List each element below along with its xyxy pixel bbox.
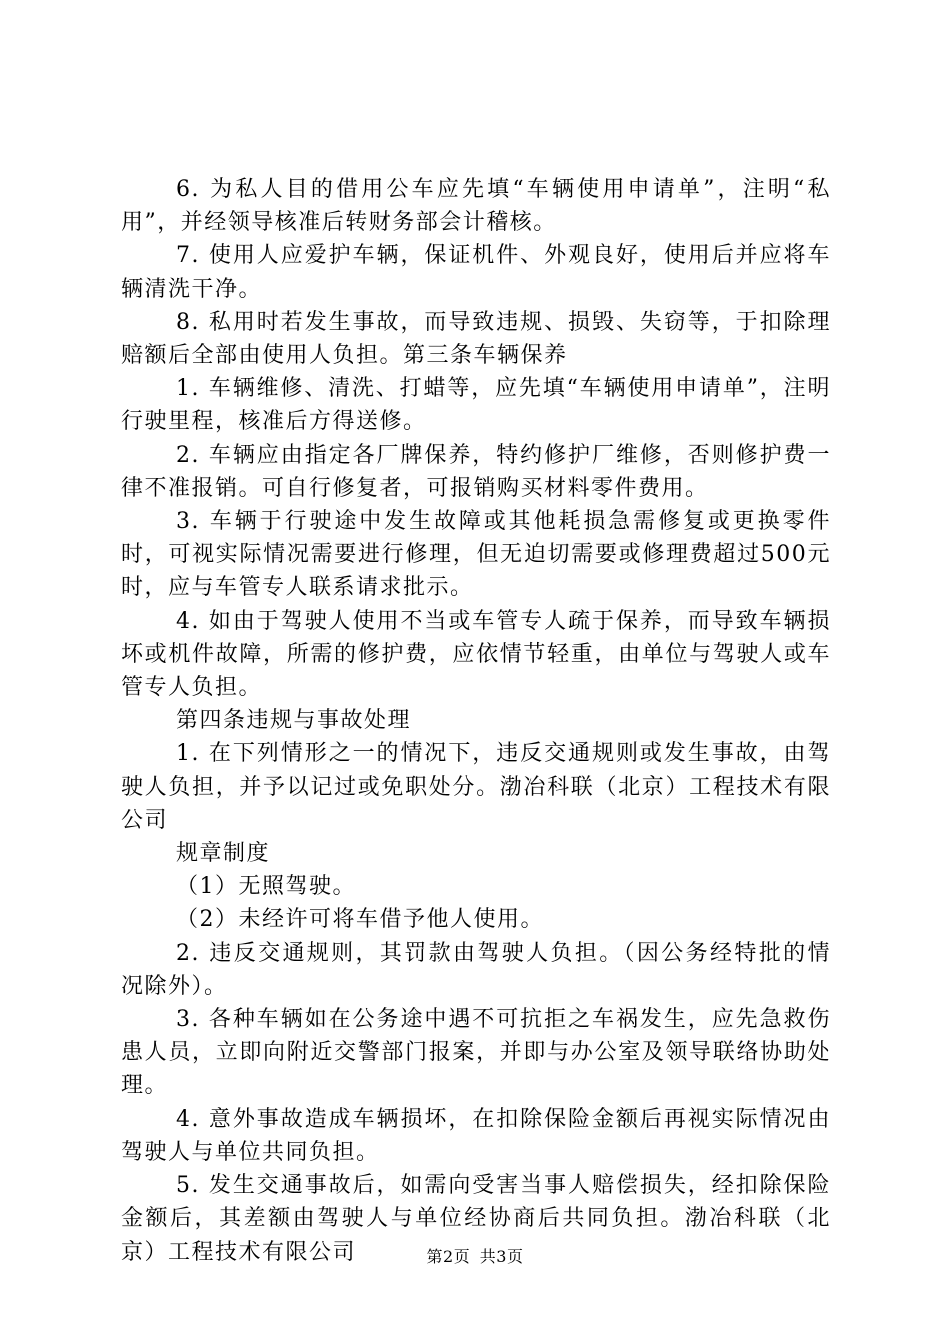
sub-item-1-unlicensed: （1）无照驾驶。: [176, 874, 356, 900]
paragraph-violation-4: 4. 意外事故造成车辆损坏，在扣除保险金额后再视实际情况由驾驶人与单位共同负担。: [121, 1106, 831, 1165]
paragraph-violation-5: 5. 发生交通事故后，如需向受害当事人赔偿损失，经扣除保险金额后，其差额由驾驶人与单位经协商后共同负担。渤冶科联（北京）工程技术有限公司: [121, 1173, 831, 1265]
page-total: 共3页: [479, 1247, 524, 1266]
paragraph-7-care-of-vehicle: 7. 使用人应爱护车辆，保证机件、外观良好，使用后并应将车辆清洗干净。: [121, 243, 831, 302]
paragraph-6-private-use-application: 6. 为私人目的借用公车应先填“车辆使用申请单”，注明“私用”，并经领导核准后转财务部会计稽核。: [121, 177, 831, 236]
paragraph-maintenance-4: 4. 如由于驾驶人使用不当或车管专人疏于保养，而导致车辆损坏或机件故障，所需的修护费，应依情节轻重，由单位与驾驶人或车管专人负担。: [121, 608, 831, 701]
paragraph-8-private-accident: 8. 私用时若发生事故，而导致违规、损毁、失窃等，于扣除理赔额后全部由使用人负担。第三条车辆保养: [121, 309, 831, 369]
section-heading-article-4: 第四条违规与事故处理: [176, 708, 412, 734]
paragraph-maintenance-1: 1. 车辆维修、清洗、打蜡等，应先填“车辆使用申请单”，注明行驶里程，核准后方得送修。: [121, 376, 831, 435]
paragraph-maintenance-3: 3. 车辆于行驶途中发生故障或其他耗损急需修复或更换零件时，可视实际情况需要进行修理，但无迫切需要或修理费超过500元时，应与车管专人联系请求批示。: [121, 509, 831, 601]
paragraph-rules-label: 规章制度: [176, 841, 271, 867]
paragraph-violation-3: 3. 各种车辆如在公务途中遇不可抗拒之车祸发生，应先急救伤患人员，立即向附近交警部门报案，并即与办公室及领导联络协助处理。: [121, 1007, 831, 1099]
page-number: 第2页: [426, 1247, 471, 1266]
paragraph-violation-2: 2. 违反交通规则，其罚款由驾驶人负担。（因公务经特批的情况除外）。: [121, 940, 831, 999]
page-footer: [0, 1244, 950, 1267]
sub-item-2-unauthorized-lending: （2）未经许可将车借予他人使用。: [176, 907, 544, 933]
document-body: [121, 173, 831, 1269]
paragraph-violation-1: 1. 在下列情形之一的情况下，违反交通规则或发生事故，由驾驶人负担，并予以记过或免职处分。渤冶科联（北京）工程技术有限公司: [121, 741, 831, 833]
paragraph-maintenance-2: 2. 车辆应由指定各厂牌保养，特约修护厂维修，否则修护费一律不准报销。可自行修复者，可报销购买材料零件费用。: [121, 442, 831, 501]
